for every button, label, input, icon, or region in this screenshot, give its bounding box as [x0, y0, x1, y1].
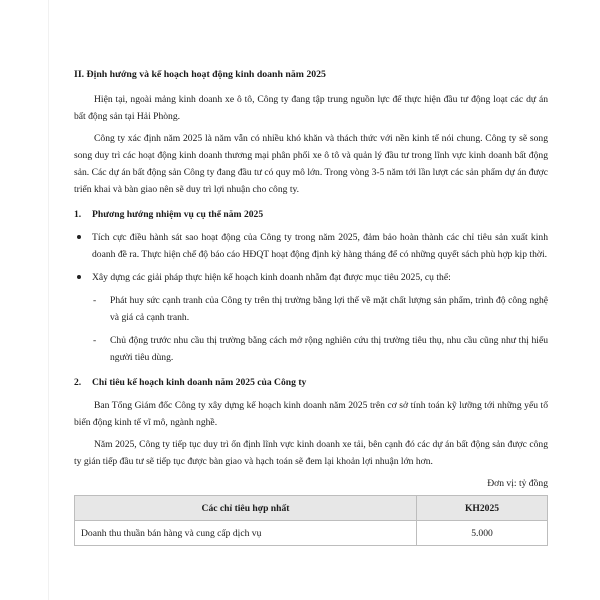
sub-item-list — [92, 292, 548, 366]
section-1-title-text: Phương hướng nhiệm vụ cụ thể năm 2025 — [92, 209, 264, 220]
bullet-text-1: Tích cực điều hành sát sao hoạt động của Công ty trong năm 2025, đảm bảo hoàn thành các chỉ tiêu sản xuất kinh doanh đề ra. Thực hiện chế độ báo cáo HĐQT hoạt động định kỳ hàng tháng để có những quyết sách phù hợp kịp thời. — [92, 232, 548, 260]
sub-item-text-1: Phát huy sức cạnh tranh của Công ty trên thị trường bằng lợi thế về mặt chất lượng sản phẩm, trình độ công nghệ và giá cả cạnh tranh. — [110, 295, 548, 323]
section-1-number: 1. — [74, 209, 82, 220]
table-cell-label: Doanh thu thuần bán hàng và cung cấp dịch vụ — [75, 521, 417, 546]
table-header-indicator: Các chỉ tiêu hợp nhất — [75, 496, 417, 521]
section-2-number: 2. — [74, 377, 82, 388]
section-1-title — [74, 206, 548, 223]
section-heading: II. Định hướng và kế hoạch hoạt động kinh doanh năm 2025 — [74, 69, 326, 80]
section-2-paragraph-2: Năm 2025, Công ty tiếp tục duy trì ổn định lĩnh vực kinh doanh xe tải, bên cạnh đó các dự án bất động sản được công ty gián tiếp đầu tư sẽ tiếp tục được bàn giao và hạch toán sẽ đem lại khoản lợi nhuận lớn hơn. — [74, 439, 548, 467]
section-2-title-text: Chỉ tiêu kế hoạch kinh doanh năm 2025 của Công ty — [92, 377, 307, 388]
bullet-text-2: Xây dựng các giải pháp thực hiện kế hoạch kinh doanh nhằm đạt được mục tiêu 2025, cụ thể: — [92, 272, 451, 283]
intro-paragraph-2: Công ty xác định năm 2025 là năm vẫn có nhiều khó khăn và thách thức với nền kinh tế nói chung. Công ty sẽ song song duy trì các hoạt động kinh doanh thương mại phân phối xe ô tô và quản lý đầu tư trong lĩnh vực kinh doanh bất động sản. Các dự án bất động sản Công ty đang đầu tư có quy mô lớn. Trong vòng 3-5 năm tới lần lượt các sản phẩm dự án được triển khai và bàn giao nên sẽ duy trì lợi nhuận cho công ty. — [74, 133, 548, 195]
sub-item — [92, 292, 548, 326]
bullet-item — [74, 269, 548, 366]
plan-table — [74, 495, 548, 546]
table-cell-value: 5.000 — [417, 521, 548, 546]
table-header-row — [75, 496, 548, 521]
sub-item-text-2: Chủ động trước nhu cầu thị trường bằng cách mở rộng nghiên cứu thị trường tiêu thụ, nhu cầu cũng như thị hiếu người tiêu dùng. — [110, 335, 548, 363]
intro-paragraph-1: Hiện tại, ngoài mảng kinh doanh xe ô tô, Công ty đang tập trung nguồn lực để thực hiện đầu tư động loạt các dự án bất động sản tại Hải Phòng. — [74, 94, 548, 122]
sub-item — [92, 332, 548, 366]
section-2-paragraph-1: Ban Tổng Giám đốc Công ty xây dựng kế hoạch kinh doanh năm 2025 trên cơ sở tính toán kỹ lưỡng tới những yếu tố biến động kinh tế vĩ mô, ngành nghề. — [74, 400, 548, 428]
unit-note: Đơn vị: tỷ đồng — [487, 478, 548, 489]
table-row — [75, 521, 548, 546]
bullet-item — [74, 229, 548, 263]
table-header-kh2025: KH2025 — [417, 496, 548, 521]
section-2-title — [74, 374, 548, 391]
section-1-bullet-list — [74, 229, 548, 366]
